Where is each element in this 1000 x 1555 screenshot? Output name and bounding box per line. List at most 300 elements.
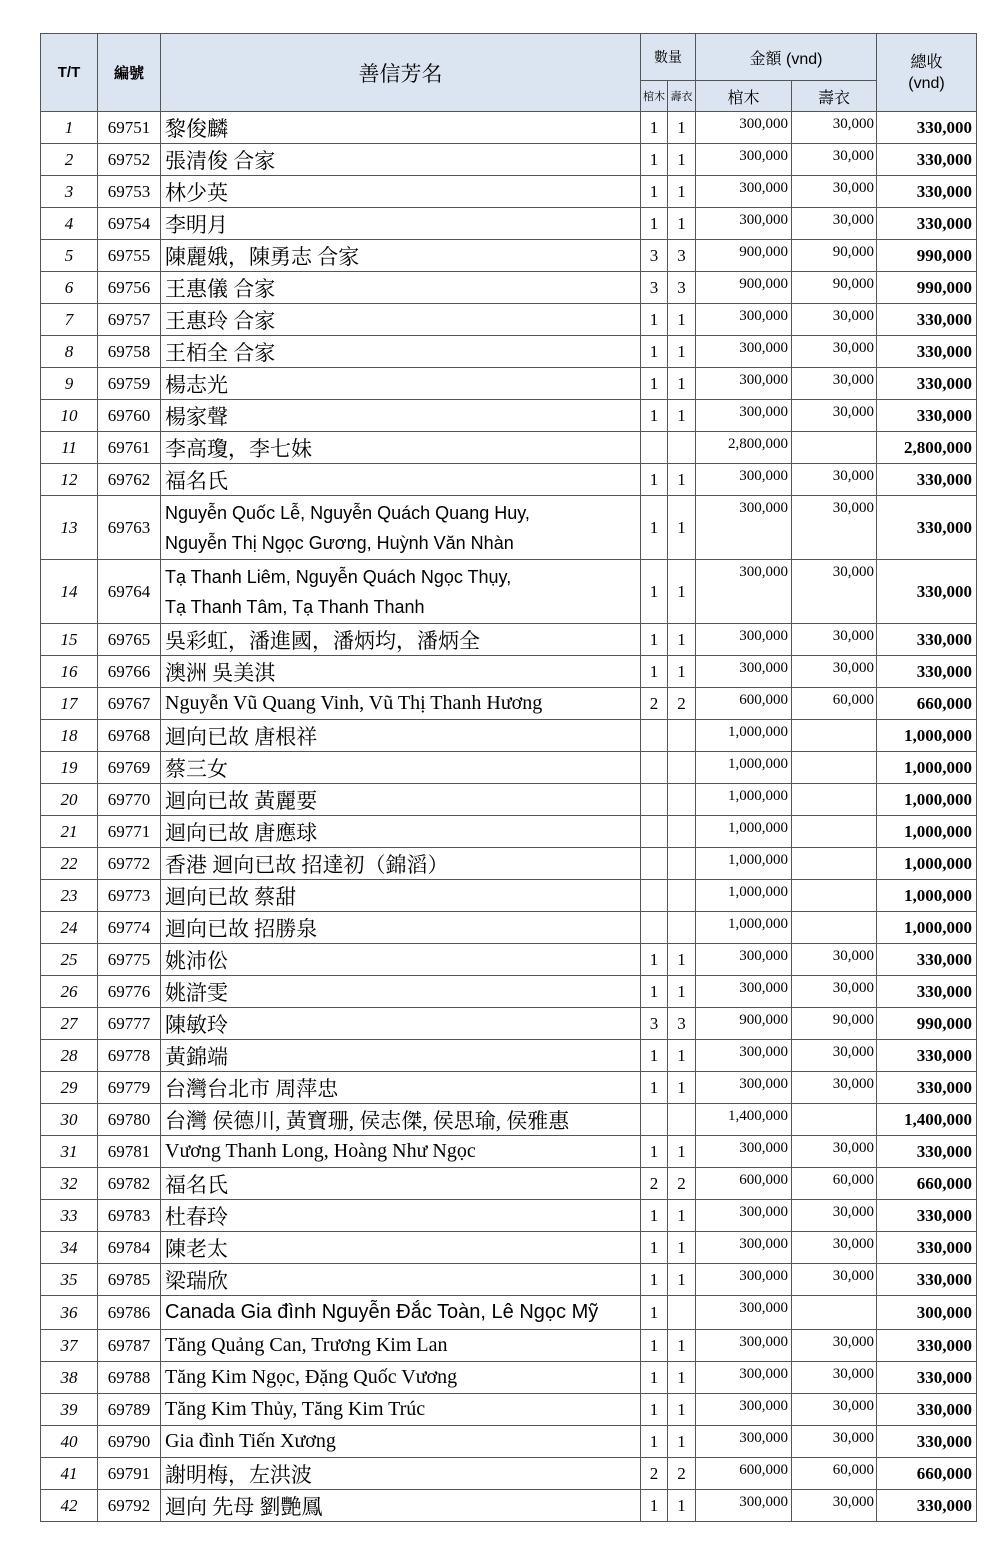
row-amt-robe	[792, 1104, 877, 1136]
row-qty-robe: 1	[668, 1426, 696, 1458]
row-tt: 19	[41, 752, 98, 784]
row-number: 69769	[98, 752, 161, 784]
row-donor-name: 福名氏	[161, 464, 641, 496]
row-number: 69755	[98, 240, 161, 272]
row-qty-coffin	[641, 752, 668, 784]
row-qty-coffin: 1	[641, 624, 668, 656]
row-amt-robe: 30,000	[792, 1040, 877, 1072]
row-amt-robe: 30,000	[792, 368, 877, 400]
table-row	[41, 624, 977, 656]
header-quantity: 數量	[641, 34, 696, 81]
row-donor-name: 姚滸雯	[161, 976, 641, 1008]
row-number: 69766	[98, 656, 161, 688]
row-tt: 8	[41, 336, 98, 368]
row-donor-name: Vương Thanh Long, Hoàng Như Ngọc	[161, 1136, 641, 1168]
row-number: 69788	[98, 1362, 161, 1394]
row-tt: 1	[41, 112, 98, 144]
row-amt-coffin: 300,000	[696, 1394, 792, 1426]
row-total: 330,000	[877, 112, 977, 144]
row-donor-name: Nguyễn Vũ Quang Vinh, Vũ Thị Thanh Hương	[161, 688, 641, 720]
row-qty-coffin	[641, 848, 668, 880]
table-row	[41, 368, 977, 400]
row-number: 69789	[98, 1394, 161, 1426]
row-qty-coffin: 1	[641, 112, 668, 144]
row-total: 660,000	[877, 1168, 977, 1200]
row-amt-coffin: 300,000	[696, 208, 792, 240]
table-row	[41, 336, 977, 368]
header-tt: T/T	[41, 34, 98, 112]
row-tt: 31	[41, 1136, 98, 1168]
row-qty-coffin: 1	[641, 144, 668, 176]
row-total: 330,000	[877, 1264, 977, 1296]
row-donor-name: 迴向已故 唐應球	[161, 816, 641, 848]
table-row	[41, 1426, 977, 1458]
row-donor-name	[161, 496, 641, 560]
row-amt-robe: 30,000	[792, 496, 877, 560]
row-donor-name: Canada Gia đình Nguyễn Đắc Toàn, Lê Ngọc Mỹ	[161, 1296, 641, 1330]
row-tt: 16	[41, 656, 98, 688]
row-tt: 14	[41, 560, 98, 624]
table-row	[41, 752, 977, 784]
row-qty-robe: 1	[668, 1330, 696, 1362]
row-number: 69786	[98, 1296, 161, 1330]
row-amt-coffin: 300,000	[696, 1426, 792, 1458]
row-number: 69767	[98, 688, 161, 720]
table-row	[41, 560, 977, 624]
table-row	[41, 176, 977, 208]
row-amt-robe: 30,000	[792, 304, 877, 336]
table-row	[41, 1168, 977, 1200]
row-qty-robe	[668, 752, 696, 784]
row-total: 2,800,000	[877, 432, 977, 464]
row-number: 69771	[98, 816, 161, 848]
row-number: 69784	[98, 1232, 161, 1264]
row-amt-coffin: 300,000	[696, 1200, 792, 1232]
row-total: 330,000	[877, 496, 977, 560]
row-donor-name: 吳彩虹，潘進國，潘炳均，潘炳全	[161, 624, 641, 656]
row-total: 990,000	[877, 240, 977, 272]
row-number: 69757	[98, 304, 161, 336]
row-donor-name: 香港 迴向已故 招達初（錦滔）	[161, 848, 641, 880]
row-number: 69751	[98, 112, 161, 144]
row-amt-robe: 60,000	[792, 1458, 877, 1490]
row-amt-coffin: 300,000	[696, 560, 792, 624]
row-total: 330,000	[877, 656, 977, 688]
row-qty-robe	[668, 848, 696, 880]
row-amt-robe	[792, 784, 877, 816]
row-donor-name: 迴向 先母 劉艷鳳	[161, 1490, 641, 1522]
row-total: 330,000	[877, 176, 977, 208]
row-number: 69763	[98, 496, 161, 560]
table-row	[41, 720, 977, 752]
row-amt-coffin: 300,000	[696, 144, 792, 176]
row-total: 330,000	[877, 624, 977, 656]
row-qty-robe: 1	[668, 400, 696, 432]
row-tt: 3	[41, 176, 98, 208]
row-qty-coffin	[641, 816, 668, 848]
row-qty-robe: 1	[668, 1264, 696, 1296]
row-qty-coffin: 1	[641, 1232, 668, 1264]
row-total: 1,000,000	[877, 848, 977, 880]
row-tt: 26	[41, 976, 98, 1008]
row-total: 330,000	[877, 368, 977, 400]
row-amt-coffin: 300,000	[696, 1072, 792, 1104]
row-total: 990,000	[877, 272, 977, 304]
row-amt-robe: 30,000	[792, 1232, 877, 1264]
row-donor-name: Gia đình Tiến Xương	[161, 1426, 641, 1458]
row-tt: 36	[41, 1296, 98, 1330]
row-number: 69770	[98, 784, 161, 816]
row-amt-robe: 30,000	[792, 656, 877, 688]
row-donor-name: 楊家聲	[161, 400, 641, 432]
row-amt-coffin: 900,000	[696, 272, 792, 304]
row-tt: 34	[41, 1232, 98, 1264]
row-amt-coffin: 900,000	[696, 1008, 792, 1040]
row-tt: 35	[41, 1264, 98, 1296]
row-total: 1,000,000	[877, 912, 977, 944]
row-donor-name: 台灣 侯德川, 黃寶珊, 侯志傑, 侯思瑜, 侯雅惠	[161, 1104, 641, 1136]
row-qty-coffin	[641, 1104, 668, 1136]
row-qty-coffin: 1	[641, 1296, 668, 1330]
row-donor-name: Tăng Quảng Can, Trương Kim Lan	[161, 1330, 641, 1362]
row-amt-robe: 60,000	[792, 1168, 877, 1200]
row-number: 69790	[98, 1426, 161, 1458]
row-qty-robe: 1	[668, 976, 696, 1008]
row-total: 300,000	[877, 1296, 977, 1330]
row-donor-name: 姚沛伀	[161, 944, 641, 976]
row-amt-robe: 30,000	[792, 1072, 877, 1104]
row-qty-robe	[668, 720, 696, 752]
row-amt-coffin: 1,000,000	[696, 848, 792, 880]
header-total	[877, 34, 977, 112]
row-donor-name: 李明月	[161, 208, 641, 240]
table-row	[41, 1394, 977, 1426]
row-total: 1,000,000	[877, 752, 977, 784]
row-amt-robe: 30,000	[792, 1330, 877, 1362]
row-total: 990,000	[877, 1008, 977, 1040]
row-donor-name: 李高瓊，李七妹	[161, 432, 641, 464]
row-amt-coffin: 2,800,000	[696, 432, 792, 464]
row-qty-coffin: 1	[641, 1136, 668, 1168]
row-tt: 28	[41, 1040, 98, 1072]
row-number: 69758	[98, 336, 161, 368]
table-row	[41, 400, 977, 432]
row-number: 69777	[98, 1008, 161, 1040]
row-amt-robe	[792, 752, 877, 784]
row-qty-robe: 1	[668, 1072, 696, 1104]
row-qty-coffin: 1	[641, 1200, 668, 1232]
row-amt-robe: 30,000	[792, 1490, 877, 1522]
row-total: 330,000	[877, 336, 977, 368]
row-number: 69765	[98, 624, 161, 656]
row-amt-robe: 30,000	[792, 464, 877, 496]
row-number: 69760	[98, 400, 161, 432]
row-qty-coffin: 3	[641, 1008, 668, 1040]
row-amt-robe	[792, 720, 877, 752]
row-qty-coffin: 1	[641, 1362, 668, 1394]
row-amt-robe: 30,000	[792, 1426, 877, 1458]
row-amt-robe: 30,000	[792, 560, 877, 624]
table-row	[41, 1458, 977, 1490]
row-amt-coffin: 900,000	[696, 240, 792, 272]
row-amt-coffin: 1,400,000	[696, 1104, 792, 1136]
row-donor-name: 福名氏	[161, 1168, 641, 1200]
row-donor-name: 陳老太	[161, 1232, 641, 1264]
row-donor-name: 台灣台北市 周萍忠	[161, 1072, 641, 1104]
row-number: 69783	[98, 1200, 161, 1232]
table-row	[41, 1232, 977, 1264]
table-row	[41, 1008, 977, 1040]
table-row	[41, 464, 977, 496]
row-qty-coffin: 1	[641, 1072, 668, 1104]
row-qty-robe: 1	[668, 208, 696, 240]
row-donor-name: 王惠玲 合家	[161, 304, 641, 336]
table-row	[41, 240, 977, 272]
row-qty-robe: 1	[668, 1200, 696, 1232]
row-amt-coffin: 1,000,000	[696, 816, 792, 848]
row-amt-coffin: 1,000,000	[696, 784, 792, 816]
row-amt-robe	[792, 816, 877, 848]
row-tt: 10	[41, 400, 98, 432]
row-amt-coffin: 300,000	[696, 1040, 792, 1072]
row-qty-coffin: 1	[641, 656, 668, 688]
row-amt-coffin: 1,000,000	[696, 912, 792, 944]
row-qty-robe	[668, 912, 696, 944]
row-qty-coffin: 1	[641, 976, 668, 1008]
row-total: 1,000,000	[877, 784, 977, 816]
row-tt: 9	[41, 368, 98, 400]
row-amt-robe: 60,000	[792, 688, 877, 720]
row-qty-coffin: 2	[641, 688, 668, 720]
row-qty-coffin: 1	[641, 496, 668, 560]
table-row	[41, 1104, 977, 1136]
row-number: 69781	[98, 1136, 161, 1168]
row-amt-coffin: 600,000	[696, 688, 792, 720]
row-donor-name-line1: Tạ Thanh Liêm, Nguyễn Quách Ngọc Thụy,	[165, 566, 512, 587]
header-donor-name: 善信芳名	[161, 34, 641, 112]
row-qty-robe: 1	[668, 304, 696, 336]
row-tt: 7	[41, 304, 98, 336]
row-amt-robe: 30,000	[792, 176, 877, 208]
row-tt: 29	[41, 1072, 98, 1104]
row-qty-robe: 2	[668, 688, 696, 720]
row-qty-coffin: 3	[641, 240, 668, 272]
table-row	[41, 432, 977, 464]
row-qty-robe: 1	[668, 1490, 696, 1522]
row-tt: 27	[41, 1008, 98, 1040]
row-number: 69774	[98, 912, 161, 944]
row-amt-robe: 30,000	[792, 1264, 877, 1296]
row-total: 1,000,000	[877, 720, 977, 752]
row-donor-name-line2: Nguyễn Thị Ngọc Gương, Huỳnh Văn Nhàn	[165, 532, 514, 553]
row-amt-coffin: 300,000	[696, 496, 792, 560]
row-donor-name: 黎俊麟	[161, 112, 641, 144]
row-tt: 25	[41, 944, 98, 976]
header-number: 編號	[98, 34, 161, 112]
row-qty-coffin: 1	[641, 1330, 668, 1362]
row-amt-coffin: 1,000,000	[696, 752, 792, 784]
header-amt-coffin: 棺木	[696, 81, 792, 112]
row-total: 330,000	[877, 1330, 977, 1362]
row-amt-coffin: 300,000	[696, 176, 792, 208]
row-total: 330,000	[877, 1200, 977, 1232]
row-tt: 23	[41, 880, 98, 912]
row-qty-robe: 1	[668, 1040, 696, 1072]
row-donor-name: 張清俊 合家	[161, 144, 641, 176]
row-number: 69759	[98, 368, 161, 400]
table-row	[41, 1264, 977, 1296]
row-amt-coffin: 300,000	[696, 112, 792, 144]
row-amt-coffin: 300,000	[696, 976, 792, 1008]
header-amount: 金額 (vnd)	[696, 34, 877, 81]
table-row	[41, 272, 977, 304]
row-amt-robe: 90,000	[792, 272, 877, 304]
table-row	[41, 656, 977, 688]
row-number: 69787	[98, 1330, 161, 1362]
row-qty-robe	[668, 784, 696, 816]
row-amt-coffin: 600,000	[696, 1168, 792, 1200]
row-tt: 20	[41, 784, 98, 816]
row-qty-robe: 1	[668, 656, 696, 688]
row-amt-robe: 30,000	[792, 976, 877, 1008]
row-donor-name-line1: Nguyễn Quốc Lễ, Nguyễn Quách Quang Huy,	[165, 502, 530, 523]
header-total-unit: (vnd)	[908, 74, 945, 92]
row-tt: 38	[41, 1362, 98, 1394]
row-tt: 32	[41, 1168, 98, 1200]
row-amt-robe: 30,000	[792, 336, 877, 368]
row-amt-coffin: 300,000	[696, 336, 792, 368]
row-total: 330,000	[877, 1072, 977, 1104]
row-number: 69778	[98, 1040, 161, 1072]
row-tt: 5	[41, 240, 98, 272]
row-tt: 37	[41, 1330, 98, 1362]
row-amt-robe	[792, 912, 877, 944]
donation-table	[40, 33, 977, 1522]
row-qty-coffin	[641, 784, 668, 816]
row-tt: 12	[41, 464, 98, 496]
row-amt-robe: 90,000	[792, 1008, 877, 1040]
row-qty-robe: 1	[668, 1394, 696, 1426]
row-amt-robe	[792, 880, 877, 912]
table-body	[41, 112, 977, 1522]
row-amt-coffin: 300,000	[696, 368, 792, 400]
row-donor-name: 謝明梅，左洪波	[161, 1458, 641, 1490]
row-qty-coffin: 1	[641, 368, 668, 400]
row-tt: 15	[41, 624, 98, 656]
row-donor-name: 黃錦端	[161, 1040, 641, 1072]
table-row	[41, 1200, 977, 1232]
row-total: 330,000	[877, 1040, 977, 1072]
row-qty-coffin: 2	[641, 1458, 668, 1490]
row-qty-robe: 1	[668, 560, 696, 624]
row-number: 69753	[98, 176, 161, 208]
row-amt-coffin: 300,000	[696, 464, 792, 496]
header-total-label: 總收	[910, 53, 943, 71]
row-tt: 41	[41, 1458, 98, 1490]
row-amt-robe: 30,000	[792, 112, 877, 144]
table-row	[41, 784, 977, 816]
row-donor-name: 王惠儀 合家	[161, 272, 641, 304]
row-amt-coffin: 300,000	[696, 1362, 792, 1394]
row-donor-name: 澳洲 吳美淇	[161, 656, 641, 688]
table-row	[41, 816, 977, 848]
row-qty-coffin: 1	[641, 336, 668, 368]
row-qty-coffin: 1	[641, 1394, 668, 1426]
row-donor-name: 陳麗娥，陳勇志 合家	[161, 240, 641, 272]
row-donor-name: 迴向已故 蔡甜	[161, 880, 641, 912]
row-number: 69754	[98, 208, 161, 240]
row-donor-name: 杜春玲	[161, 1200, 641, 1232]
row-tt: 22	[41, 848, 98, 880]
row-amt-robe: 30,000	[792, 144, 877, 176]
row-total: 1,400,000	[877, 1104, 977, 1136]
table-row	[41, 1040, 977, 1072]
row-qty-robe: 1	[668, 1136, 696, 1168]
row-qty-robe	[668, 880, 696, 912]
row-total: 330,000	[877, 464, 977, 496]
row-number: 69780	[98, 1104, 161, 1136]
table-row	[41, 688, 977, 720]
row-tt: 30	[41, 1104, 98, 1136]
table-row	[41, 912, 977, 944]
row-donor-name: Tăng Kim Ngọc, Đặng Quốc Vương	[161, 1362, 641, 1394]
row-total: 330,000	[877, 944, 977, 976]
table-row	[41, 304, 977, 336]
header-qty-coffin: 棺木	[641, 81, 668, 112]
row-qty-robe: 1	[668, 496, 696, 560]
row-number: 69779	[98, 1072, 161, 1104]
table-row	[41, 112, 977, 144]
row-number: 69764	[98, 560, 161, 624]
row-amt-robe: 90,000	[792, 240, 877, 272]
row-number: 69785	[98, 1264, 161, 1296]
row-number: 69761	[98, 432, 161, 464]
row-amt-coffin: 300,000	[696, 1264, 792, 1296]
row-qty-coffin: 1	[641, 944, 668, 976]
row-amt-coffin: 300,000	[696, 1232, 792, 1264]
table-row	[41, 1330, 977, 1362]
table-row	[41, 208, 977, 240]
row-donor-name: 蔡三女	[161, 752, 641, 784]
row-total: 1,000,000	[877, 816, 977, 848]
row-amt-coffin: 300,000	[696, 304, 792, 336]
row-number: 69791	[98, 1458, 161, 1490]
row-amt-coffin: 300,000	[696, 656, 792, 688]
row-qty-coffin	[641, 880, 668, 912]
row-tt: 4	[41, 208, 98, 240]
row-number: 69756	[98, 272, 161, 304]
row-total: 330,000	[877, 144, 977, 176]
table-row	[41, 976, 977, 1008]
row-donor-name: 楊志光	[161, 368, 641, 400]
row-qty-coffin: 1	[641, 1490, 668, 1522]
table-row	[41, 144, 977, 176]
row-tt: 33	[41, 1200, 98, 1232]
row-qty-robe: 1	[668, 368, 696, 400]
row-donor-name: 迴向已故 招勝泉	[161, 912, 641, 944]
table-row	[41, 1136, 977, 1168]
row-total: 330,000	[877, 208, 977, 240]
row-amt-robe: 30,000	[792, 208, 877, 240]
row-number: 69752	[98, 144, 161, 176]
row-total: 330,000	[877, 1362, 977, 1394]
row-number: 69775	[98, 944, 161, 976]
row-amt-coffin: 1,000,000	[696, 880, 792, 912]
row-tt: 11	[41, 432, 98, 464]
row-qty-coffin: 1	[641, 208, 668, 240]
row-total: 330,000	[877, 1394, 977, 1426]
row-amt-coffin: 300,000	[696, 1490, 792, 1522]
